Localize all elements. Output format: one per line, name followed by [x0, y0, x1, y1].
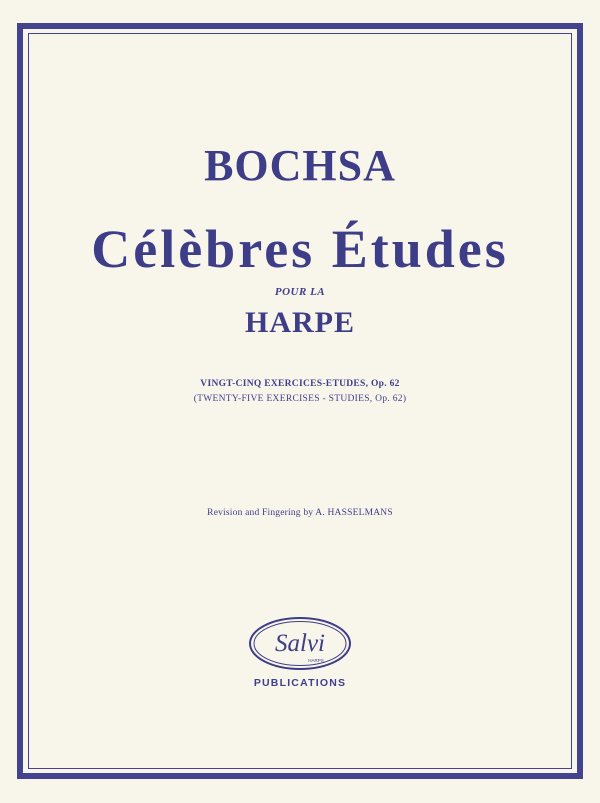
instrument-title: HARPE	[245, 306, 355, 339]
salvi-logo-sub: HARPS	[308, 658, 324, 663]
composer-name: BOCHSA	[204, 141, 396, 190]
revision-credit: Revision and Fingering by A. HASSELMANS	[207, 508, 393, 518]
salvi-logo	[248, 616, 352, 671]
subtitle-french: VINGT-CINQ EXERCICES-ETUDES, Op. 62	[200, 379, 400, 389]
pour-la-text: POUR LA	[274, 286, 326, 298]
work-title: Célèbres Études	[91, 219, 509, 279]
salvi-logo-wordmark: Salvi	[275, 630, 325, 657]
subtitle-english: (TWENTY-FIVE EXERCISES - STUDIES, Op. 62)	[193, 394, 407, 404]
publications-label: PUBLICATIONS	[253, 677, 347, 689]
